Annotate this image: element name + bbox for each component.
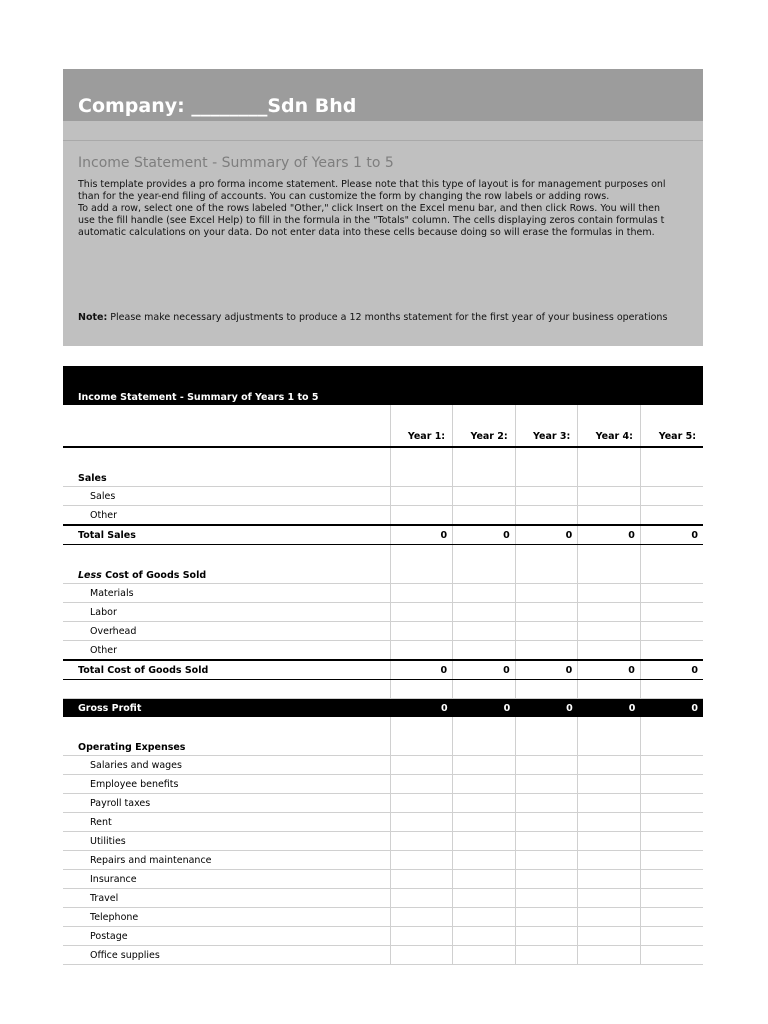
input-cell[interactable] [578,603,641,622]
description-heading: Income Statement - Summary of Years 1 to 5 [78,155,394,171]
line-item-label: Office supplies [63,946,390,965]
input-cell[interactable] [578,756,641,775]
input-cell[interactable] [640,545,703,584]
input-cell[interactable] [640,756,703,775]
line-item [63,603,703,622]
input-cell[interactable] [515,447,578,487]
line-item-label: Travel [63,889,390,908]
input-cell[interactable] [578,622,641,641]
input-cell[interactable] [453,584,516,603]
line-item [63,775,703,794]
input-cell[interactable] [390,622,453,641]
total-cogs-row [63,660,703,680]
year-header: Year 5: [640,405,703,447]
label-header [63,405,390,447]
spacer [63,680,390,699]
line-item [63,584,703,603]
input-cell[interactable] [515,487,578,506]
input-cell[interactable] [453,908,516,927]
input-cell[interactable] [453,717,516,756]
total-cogs-value: 0 [390,660,453,680]
input-cell[interactable] [390,794,453,813]
spacer-row [63,680,703,699]
less-label: Less [78,570,102,581]
section-sales [63,447,703,487]
input-cell[interactable] [578,447,641,487]
input-cell[interactable] [578,487,641,506]
input-cell[interactable] [578,584,641,603]
input-cell[interactable] [515,851,578,870]
section-label: Operating Expenses [63,717,390,756]
description-panel [63,121,703,346]
input-cell[interactable] [640,622,703,641]
line-item [63,908,703,927]
line-item-label: Employee benefits [63,775,390,794]
header-cell [578,366,641,405]
input-cell[interactable] [578,506,641,526]
input-cell[interactable] [578,927,641,946]
input-cell[interactable] [515,889,578,908]
line-item-label: Postage [63,927,390,946]
input-cell[interactable] [390,717,453,756]
input-cell[interactable] [515,946,578,965]
input-cell[interactable] [515,717,578,756]
input-cell[interactable] [453,946,516,965]
section-label: Sales [63,447,390,487]
input-cell[interactable] [453,641,516,661]
line-item [63,622,703,641]
input-cell[interactable] [453,813,516,832]
input-cell[interactable] [515,832,578,851]
header-cell [515,366,578,405]
input-cell[interactable] [578,889,641,908]
input-cell[interactable] [390,545,453,584]
input-cell[interactable] [578,545,641,584]
input-cell[interactable] [578,946,641,965]
input-cell[interactable] [640,946,703,965]
input-cell[interactable] [578,851,641,870]
input-cell[interactable] [453,680,516,699]
line-item-label: Repairs and maintenance [63,851,390,870]
total-cogs-value: 0 [640,660,703,680]
input-cell[interactable] [578,717,641,756]
line-item-label: Labor [63,603,390,622]
line-item-label: Other [63,506,390,526]
description-body: This template provides a pro forma income statement. Please note that this type of layout is for management purposes onl than for the year-end filing of accounts. You can customize the form by changing the row labels or adding rows. To add a row, select one of the rows labeled "Other," click Insert on the Excel menu bar, and then click Rows. You will then use the fill handle (see Excel Help) to fill in the formula in the "Totals" column. The cells displaying zeros contain formulas t automatic calculations on your data. Do not enter data into these cells because doing so will erase the formulas in them. [78,179,666,238]
line-item-label: Salaries and wages [63,756,390,775]
line-item [63,889,703,908]
input-cell[interactable] [578,832,641,851]
total-sales-value: 0 [515,525,578,545]
input-cell[interactable] [515,622,578,641]
input-cell[interactable] [453,447,516,487]
input-cell[interactable] [515,870,578,889]
input-cell[interactable] [453,870,516,889]
input-cell[interactable] [640,641,703,661]
input-cell[interactable] [640,889,703,908]
input-cell[interactable] [515,927,578,946]
input-cell[interactable] [640,927,703,946]
line-item-label: Rent [63,813,390,832]
note-label: Note: [78,312,108,323]
line-item [63,946,703,965]
total-label: Total Sales [63,525,390,545]
line-item [63,506,703,526]
input-cell[interactable] [453,851,516,870]
input-cell[interactable] [390,870,453,889]
input-cell[interactable] [390,851,453,870]
gross-profit-label: Gross Profit [63,699,390,718]
table-title-row [63,366,703,405]
input-cell[interactable] [640,851,703,870]
input-cell[interactable] [578,794,641,813]
input-cell[interactable] [640,832,703,851]
input-cell[interactable] [578,813,641,832]
line-item-label: Payroll taxes [63,794,390,813]
year-header-row [63,405,703,447]
input-cell[interactable] [453,545,516,584]
gross-profit-row [63,699,703,718]
input-cell[interactable] [515,506,578,526]
input-cell[interactable] [640,680,703,699]
line-item-label: Utilities [63,832,390,851]
note [78,312,667,323]
input-cell[interactable] [453,775,516,794]
line-item [63,851,703,870]
input-cell[interactable] [390,889,453,908]
input-cell[interactable] [453,889,516,908]
input-cell[interactable] [453,487,516,506]
total-cogs-value: 0 [453,660,516,680]
input-cell[interactable] [453,756,516,775]
gross-profit-value: 0 [390,699,453,718]
line-item [63,756,703,775]
input-cell[interactable] [390,506,453,526]
header-cell [640,366,703,405]
total-sales-value: 0 [640,525,703,545]
line-item-label: Sales [63,487,390,506]
input-cell[interactable] [515,603,578,622]
input-cell[interactable] [578,870,641,889]
input-cell[interactable] [453,622,516,641]
input-cell[interactable] [390,641,453,661]
input-cell[interactable] [515,794,578,813]
company-title: Company: ________Sdn Bhd [63,69,703,121]
input-cell[interactable] [578,908,641,927]
year-header: Year 4: [578,405,641,447]
line-item-label: Overhead [63,622,390,641]
input-cell[interactable] [390,775,453,794]
input-cell[interactable] [515,908,578,927]
input-cell[interactable] [453,794,516,813]
input-cell[interactable] [453,603,516,622]
input-cell[interactable] [390,946,453,965]
line-item-label: Other [63,641,390,661]
input-cell[interactable] [390,680,453,699]
total-sales-row [63,525,703,545]
input-cell[interactable] [515,641,578,661]
header-cell [453,366,516,405]
input-cell[interactable] [453,832,516,851]
line-item [63,832,703,851]
year-header: Year 1: [390,405,453,447]
line-item [63,641,703,661]
line-item-label: Telephone [63,908,390,927]
line-item [63,927,703,946]
input-cell[interactable] [453,506,516,526]
input-cell[interactable] [640,794,703,813]
line-item [63,870,703,889]
section-cogs [63,545,703,584]
gross-profit-value: 0 [515,699,578,718]
input-cell[interactable] [390,832,453,851]
gross-profit-value: 0 [453,699,516,718]
input-cell[interactable] [390,813,453,832]
total-cogs-value: 0 [515,660,578,680]
input-cell[interactable] [390,584,453,603]
input-cell[interactable] [390,908,453,927]
total-sales-value: 0 [578,525,641,545]
table-title: Income Statement - Summary of Years 1 to 5 [63,366,390,405]
input-cell[interactable] [640,584,703,603]
input-cell[interactable] [578,641,641,661]
note-text: Please make necessary adjustments to produce a 12 months statement for the first year of your business operations [107,312,668,323]
input-cell[interactable] [390,487,453,506]
divider [63,140,703,141]
input-cell[interactable] [640,603,703,622]
input-cell[interactable] [390,447,453,487]
input-cell[interactable] [515,584,578,603]
line-item [63,487,703,506]
gross-profit-value: 0 [640,699,703,718]
input-cell[interactable] [578,680,641,699]
input-cell[interactable] [640,775,703,794]
year-header: Year 3: [515,405,578,447]
spreadsheet-page [63,69,703,965]
input-cell[interactable] [453,927,516,946]
input-cell[interactable] [640,447,703,487]
input-cell[interactable] [640,908,703,927]
input-cell[interactable] [515,756,578,775]
input-cell[interactable] [640,487,703,506]
input-cell[interactable] [515,545,578,584]
input-cell[interactable] [640,506,703,526]
line-item-label: Insurance [63,870,390,889]
section-opex [63,717,703,756]
total-sales-value: 0 [390,525,453,545]
line-item [63,794,703,813]
input-cell[interactable] [515,775,578,794]
input-cell[interactable] [515,680,578,699]
input-cell[interactable] [390,927,453,946]
cogs-label: Cost of Goods Sold [101,570,207,581]
input-cell[interactable] [515,813,578,832]
gross-profit-value: 0 [578,699,641,718]
line-item-label: Materials [63,584,390,603]
total-cogs-value: 0 [578,660,641,680]
header-cell [390,366,453,405]
input-cell[interactable] [578,775,641,794]
income-statement-table [63,366,703,965]
input-cell[interactable] [640,717,703,756]
section-label [63,545,390,584]
year-header: Year 2: [453,405,516,447]
input-cell[interactable] [390,756,453,775]
total-sales-value: 0 [453,525,516,545]
input-cell[interactable] [640,870,703,889]
total-label: Total Cost of Goods Sold [63,660,390,680]
line-item [63,813,703,832]
input-cell[interactable] [390,603,453,622]
input-cell[interactable] [640,813,703,832]
